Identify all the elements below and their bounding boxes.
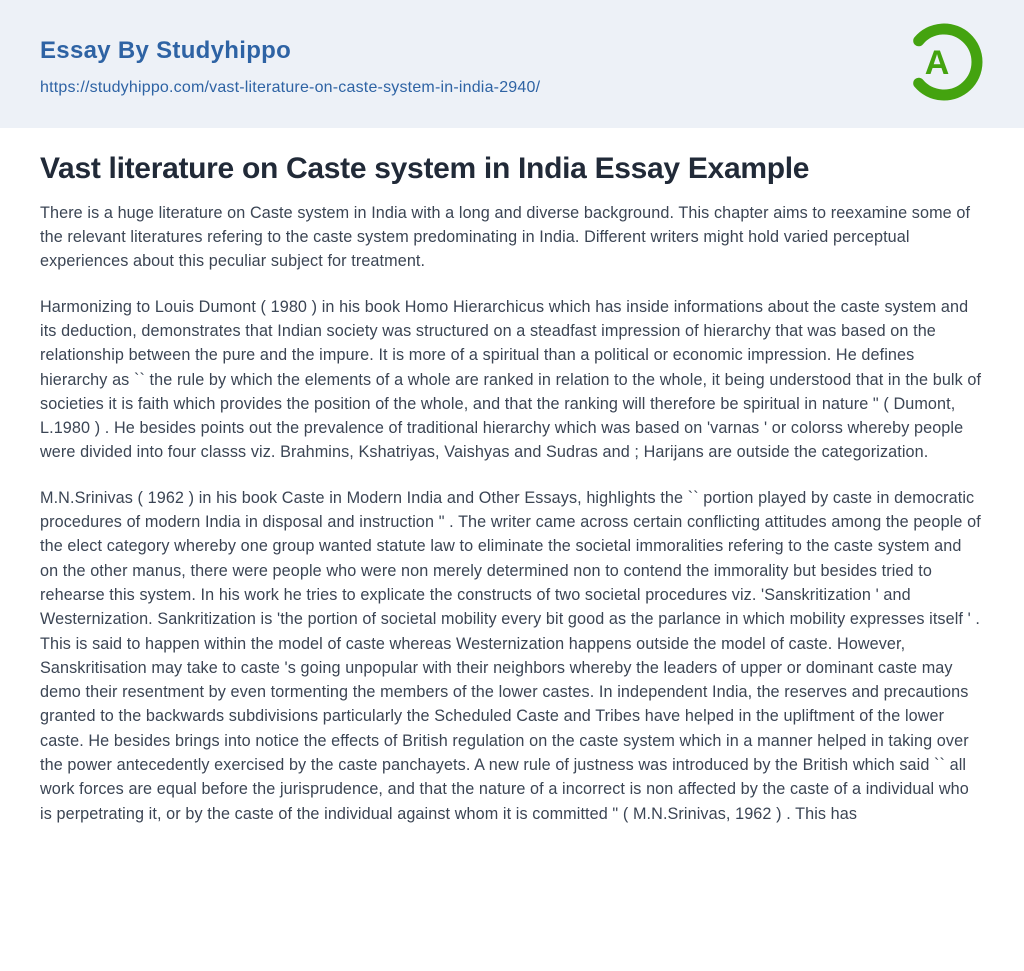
- essay-paragraph-1: There is a huge literature on Caste system in India with a long and diverse background. This chapter aims to reexamine some of the relevant literatures refering to the caste system predominating in India. Different writers might hold varied perceptual experiences about this peculiar subject for treatment.: [40, 203, 971, 271]
- essay-url-link[interactable]: https://studyhippo.com/vast-literature-on-caste-system-in-india-2940/: [40, 79, 541, 97]
- studyhippo-logo-icon: [900, 18, 988, 106]
- logo-letter: A: [924, 44, 950, 82]
- site-title: Essay By Studyhippo: [40, 37, 292, 64]
- essay-paragraph-3: M.N.Srinivas ( 1962 ) in his book Caste in Modern India and Other Essays, highlights the `` portion played by caste in democratic procedures of modern India in disposal and instruction " . The writer came across certain conflicting attitudes among the people of the elect category whereby one group wanted statute law to eliminate the societal immoralities refering to the caste system and on the other manus, there were people who were non merely determined non to contend the immorality but besides tried to rehearse this system. In his work he tries to explicate the constructs of two societal procedures viz. 'Sanskritization ' and Westernization. Sankritization is 'the portion of societal mobility every bit good as the parlance in which mobility expresses itself ' . This is said to happen within the model of caste whereas Westernization happens outside the model of caste. However, Sanskritisation may take to caste 's going unpopular with their neighbors whereby the leaders of upper or dominant caste may demo their resentment by even tormenting the members of the lower castes. In independent India, the reserves and precautions granted to the backwards subdivisions particularly the Scheduled Caste and Tribes have helped in the upliftment of the lower caste. He besides brings into notice the effects of British regulation on the caste system which in a manner helped in taking over the power antecedently exercised by the caste panchayets. A new rule of justness was introduced by the British which said `` all work forces are equal before the jurisprudence, and that the nature of a incorrect is non affected by the caste of a individual who is perpetrating it, or by the caste of the individual against whom it is committed " ( M.N.Srinivas, 1962 ) . This has: [40, 488, 981, 823]
- essay-paragraph-2: Harmonizing to Louis Dumont ( 1980 ) in his book Homo Hierarchicus which has inside informations about the caste system and its deduction, demonstrates that Indian society was structured on a steadfast impression of hierarchy that was based on the relationship between the pure and the impure. It is more of a spiritual than a political or economic impression. He defines hierarchy as `` the rule by which the elements of a whole are ranked in relation to the whole, it being understood that in the bulk of societies it is faith which provides the position of the whole, and that the ranking will therefore be spiritual in nature " ( Dumont, L.1980 ) . He besides points out the prevalence of traditional hierarchy which was based on 'varnas ' or colorss whereby people were divided into four classs viz. Brahmins, Kshatriyas, Vaishyas and Sudras and ; Harijans are outside the categorization.: [40, 297, 982, 462]
- essay-title: Vast literature on Caste system in India Essay Example: [40, 152, 810, 185]
- page-header: [0, 0, 1024, 128]
- essay-article: [0, 153, 1024, 826]
